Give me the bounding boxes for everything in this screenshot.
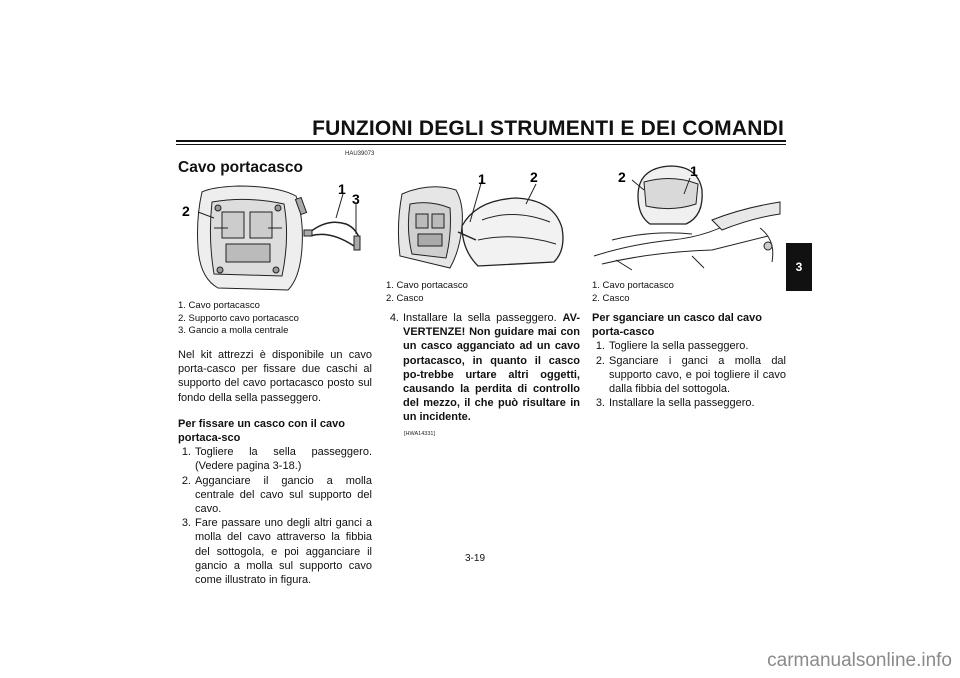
- caption-item: 1. Cavo portacasco: [592, 280, 674, 291]
- section-code: HAU39073: [345, 151, 375, 157]
- caption-item: 1. Cavo portacasco: [386, 280, 468, 291]
- step-number: 2.: [595, 354, 605, 367]
- caption-item: 2. Supporto cavo portacasco: [178, 312, 299, 324]
- figure-helmet-on-motorcycle: [592, 160, 784, 278]
- section-title: Cavo portacasco: [178, 159, 303, 176]
- figure1-callout-3: 3: [352, 191, 360, 207]
- step-number: 1.: [595, 340, 605, 353]
- figure3-callout-1: 1: [690, 163, 698, 179]
- detach-step: [592, 339, 786, 353]
- figure2-callout-2: 2: [530, 170, 538, 185]
- header-rule-thin: [176, 144, 786, 145]
- chapter-tab[interactable]: 3: [786, 243, 812, 291]
- figure1-callout-1: 1: [338, 181, 346, 197]
- attach-step: [178, 474, 372, 517]
- header-rule: [176, 140, 786, 142]
- figure3-callout-2: 2: [618, 169, 626, 185]
- column-left: [178, 348, 372, 587]
- figure3-captions: [592, 280, 674, 305]
- step-text: Installare la sella passeggero.: [609, 397, 755, 410]
- step-number: 2.: [181, 474, 191, 487]
- caption-item: 2. Casco: [386, 292, 424, 304]
- figure-helmet-on-seat: [386, 170, 580, 280]
- step-number: 3.: [181, 517, 191, 530]
- step-number: 3.: [595, 397, 605, 410]
- attach-step: [178, 516, 372, 587]
- step-number: 4.: [389, 312, 399, 324]
- attach-step: [386, 311, 580, 425]
- attach-title: Per fissare un casco con il cavo portaca-sco: [178, 417, 345, 445]
- watermark[interactable]: carmanualsonline.info: [767, 650, 952, 671]
- caption-item: 2. Casco: [592, 292, 630, 304]
- caption-item: 3. Gancio a molla centrale: [178, 325, 289, 336]
- figure2-captions: [386, 280, 468, 305]
- page-number: 3-19: [465, 553, 486, 564]
- detach-step: [592, 396, 786, 410]
- detach-step: [592, 354, 786, 397]
- figure1-callout-2: 2: [182, 203, 190, 219]
- figure2-callout-1: 1: [478, 171, 486, 187]
- step-text: [403, 311, 580, 425]
- step-text: Sganciare i ganci a molla dal supporto cavo, e poi togliere il cavo dalla fibbia del sottogola.: [609, 354, 786, 396]
- warning-code: [HWA14331]: [404, 430, 435, 437]
- step-text: Fare passare uno degli altri ganci a molla del cavo attraverso la fibbia del sottogola, e poi agganciare il gancio a molla sul supporto cavo come illustrato in figura.: [195, 517, 372, 587]
- intro-paragraph: Nel kit attrezzi è disponibile un cavo porta-casco per fissare due caschi al supporto del cavo portacasco posto sul fondo della sella passeggero.: [178, 349, 372, 404]
- column-right: [592, 311, 786, 410]
- figure-seat-underside: [178, 178, 374, 296]
- caption-item: 1. Cavo portacasco: [178, 300, 260, 311]
- attach-step: [178, 445, 372, 473]
- step-text: Agganciare il gancio a molla centrale del cavo sul supporto del cavo.: [195, 474, 372, 516]
- column-middle: [386, 311, 580, 441]
- step-text-main: Installare la sella passeggero.: [403, 312, 557, 324]
- figure1-captions: [178, 300, 299, 338]
- step-text: Togliere la sella passeggero.: [609, 340, 749, 353]
- page-title: FUNZIONI DEGLI STRUMENTI E DEI COMANDI: [312, 117, 784, 140]
- warning-text: AV-VERTENZE! Non guidare mai con un casco agganciato ad un cavo portacasco, in quanto il casco po-trebbe urtare altri oggetti, causando la perdita di controllo del mezzo, il che può risultare in un incidente.: [403, 312, 580, 424]
- step-number: 1.: [181, 446, 191, 459]
- step-text: Togliere la sella passeggero. (Vedere pagina 3-18.): [195, 446, 372, 473]
- detach-title: Per sganciare un casco dal cavo porta-casco: [592, 312, 762, 339]
